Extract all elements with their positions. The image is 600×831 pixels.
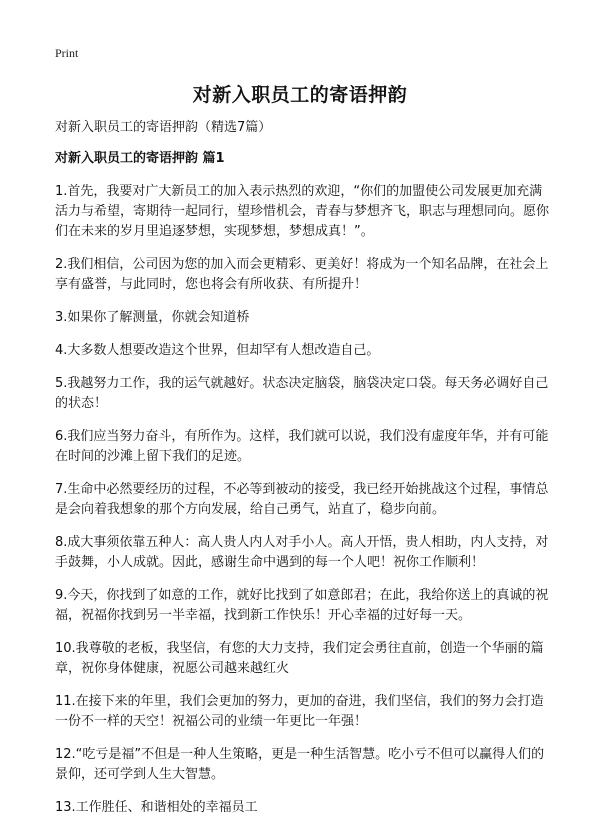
paragraph-12: 12.“吃亏是福”不但是一种人生策略，更是一种生活智慧。吃小亏不但可以赢得人们的景仰，还可学到人生大智慧。 (55, 747, 545, 782)
paragraph-6: 6.我们应当努力奋斗，有所作为。这样，我们就可以说，我们没有虚度年华，并有可能在时间的沙滩上留下我们的足迹。 (55, 429, 549, 464)
paragraph-9: 9.今天，你找到了如意的工作，就好比找到了如意郎君；在此，我给你送上的真诚的祝福，祝福你找到另一半幸福，找到新工作快乐！开心幸福的过好每一天。 (55, 588, 549, 623)
page-title: 对新入职员工的寄语押韵 (192, 84, 408, 106)
document-subtitle: 对新入职员工的寄语押韵（精选7篇） (55, 120, 272, 135)
paragraph-11: 11.在接下来的年里，我们会更加的努力，更加的奋进，我们坚信，我们的努力会打造一份不一样的天空！祝福公司的业绩一年更比一年强！ (55, 694, 544, 729)
paragraph-10: 10.我尊敬的老板，我坚信，有您的大力支持，我们定会勇往直前，创造一个华丽的篇章，祝你身体健康，祝愿公司越来越红火 (55, 641, 544, 676)
print-link[interactable]: Print (55, 46, 79, 60)
paragraph-1: 1.首先，我要对广大新员工的加入表示热烈的欢迎，“你们的加盟使公司发展更加充满活力与希望，寄期待一起同行，望珍惜机会，青春与梦想齐飞，职志与理想同向。愿你们在未来的岁月里追逐梦想，实现梦想，梦想成真！”。 (55, 184, 550, 239)
paragraph-5: 5.我越努力工作，我的运气就越好。状态决定脑袋，脑袋决定口袋。每天务必调好自己的状态！ (55, 376, 549, 411)
paragraph-2: 2.我们相信，公司因为您的加入而会更精彩、更美好！将成为一个知名品牌，在社会上享有盛誉，与此同时，您也将会有所收获、有所提升！ (55, 257, 549, 292)
paragraph-8: 8.成大事须依靠五种人：高人贵人内人对手小人。高人开悟，贵人相助，内人支持，对手鼓舞，小人成就。因此，感谢生命中遇到的每一个人吧！祝你工作顺利！ (55, 535, 549, 570)
paragraph-7: 7.生命中必然要经历的过程，不必等到被动的接受，我已经开始挑战这个过程，事情总是会向着我想象的那个方向发展，给自己勇气，站直了，稳步向前。 (55, 482, 549, 517)
paragraph-4: 4.大多数人想要改造这个世界，但却罕有人想改造自己。 (55, 343, 380, 358)
paragraph-3: 3.如果你了解测量，你就会知道桥 (55, 310, 250, 325)
paragraph-13: 13.工作胜任、和谐相处的幸福员工 (55, 800, 258, 815)
document-body (55, 118, 550, 831)
section-heading: 对新入职员工的寄语押韵 篇1 (55, 151, 225, 166)
